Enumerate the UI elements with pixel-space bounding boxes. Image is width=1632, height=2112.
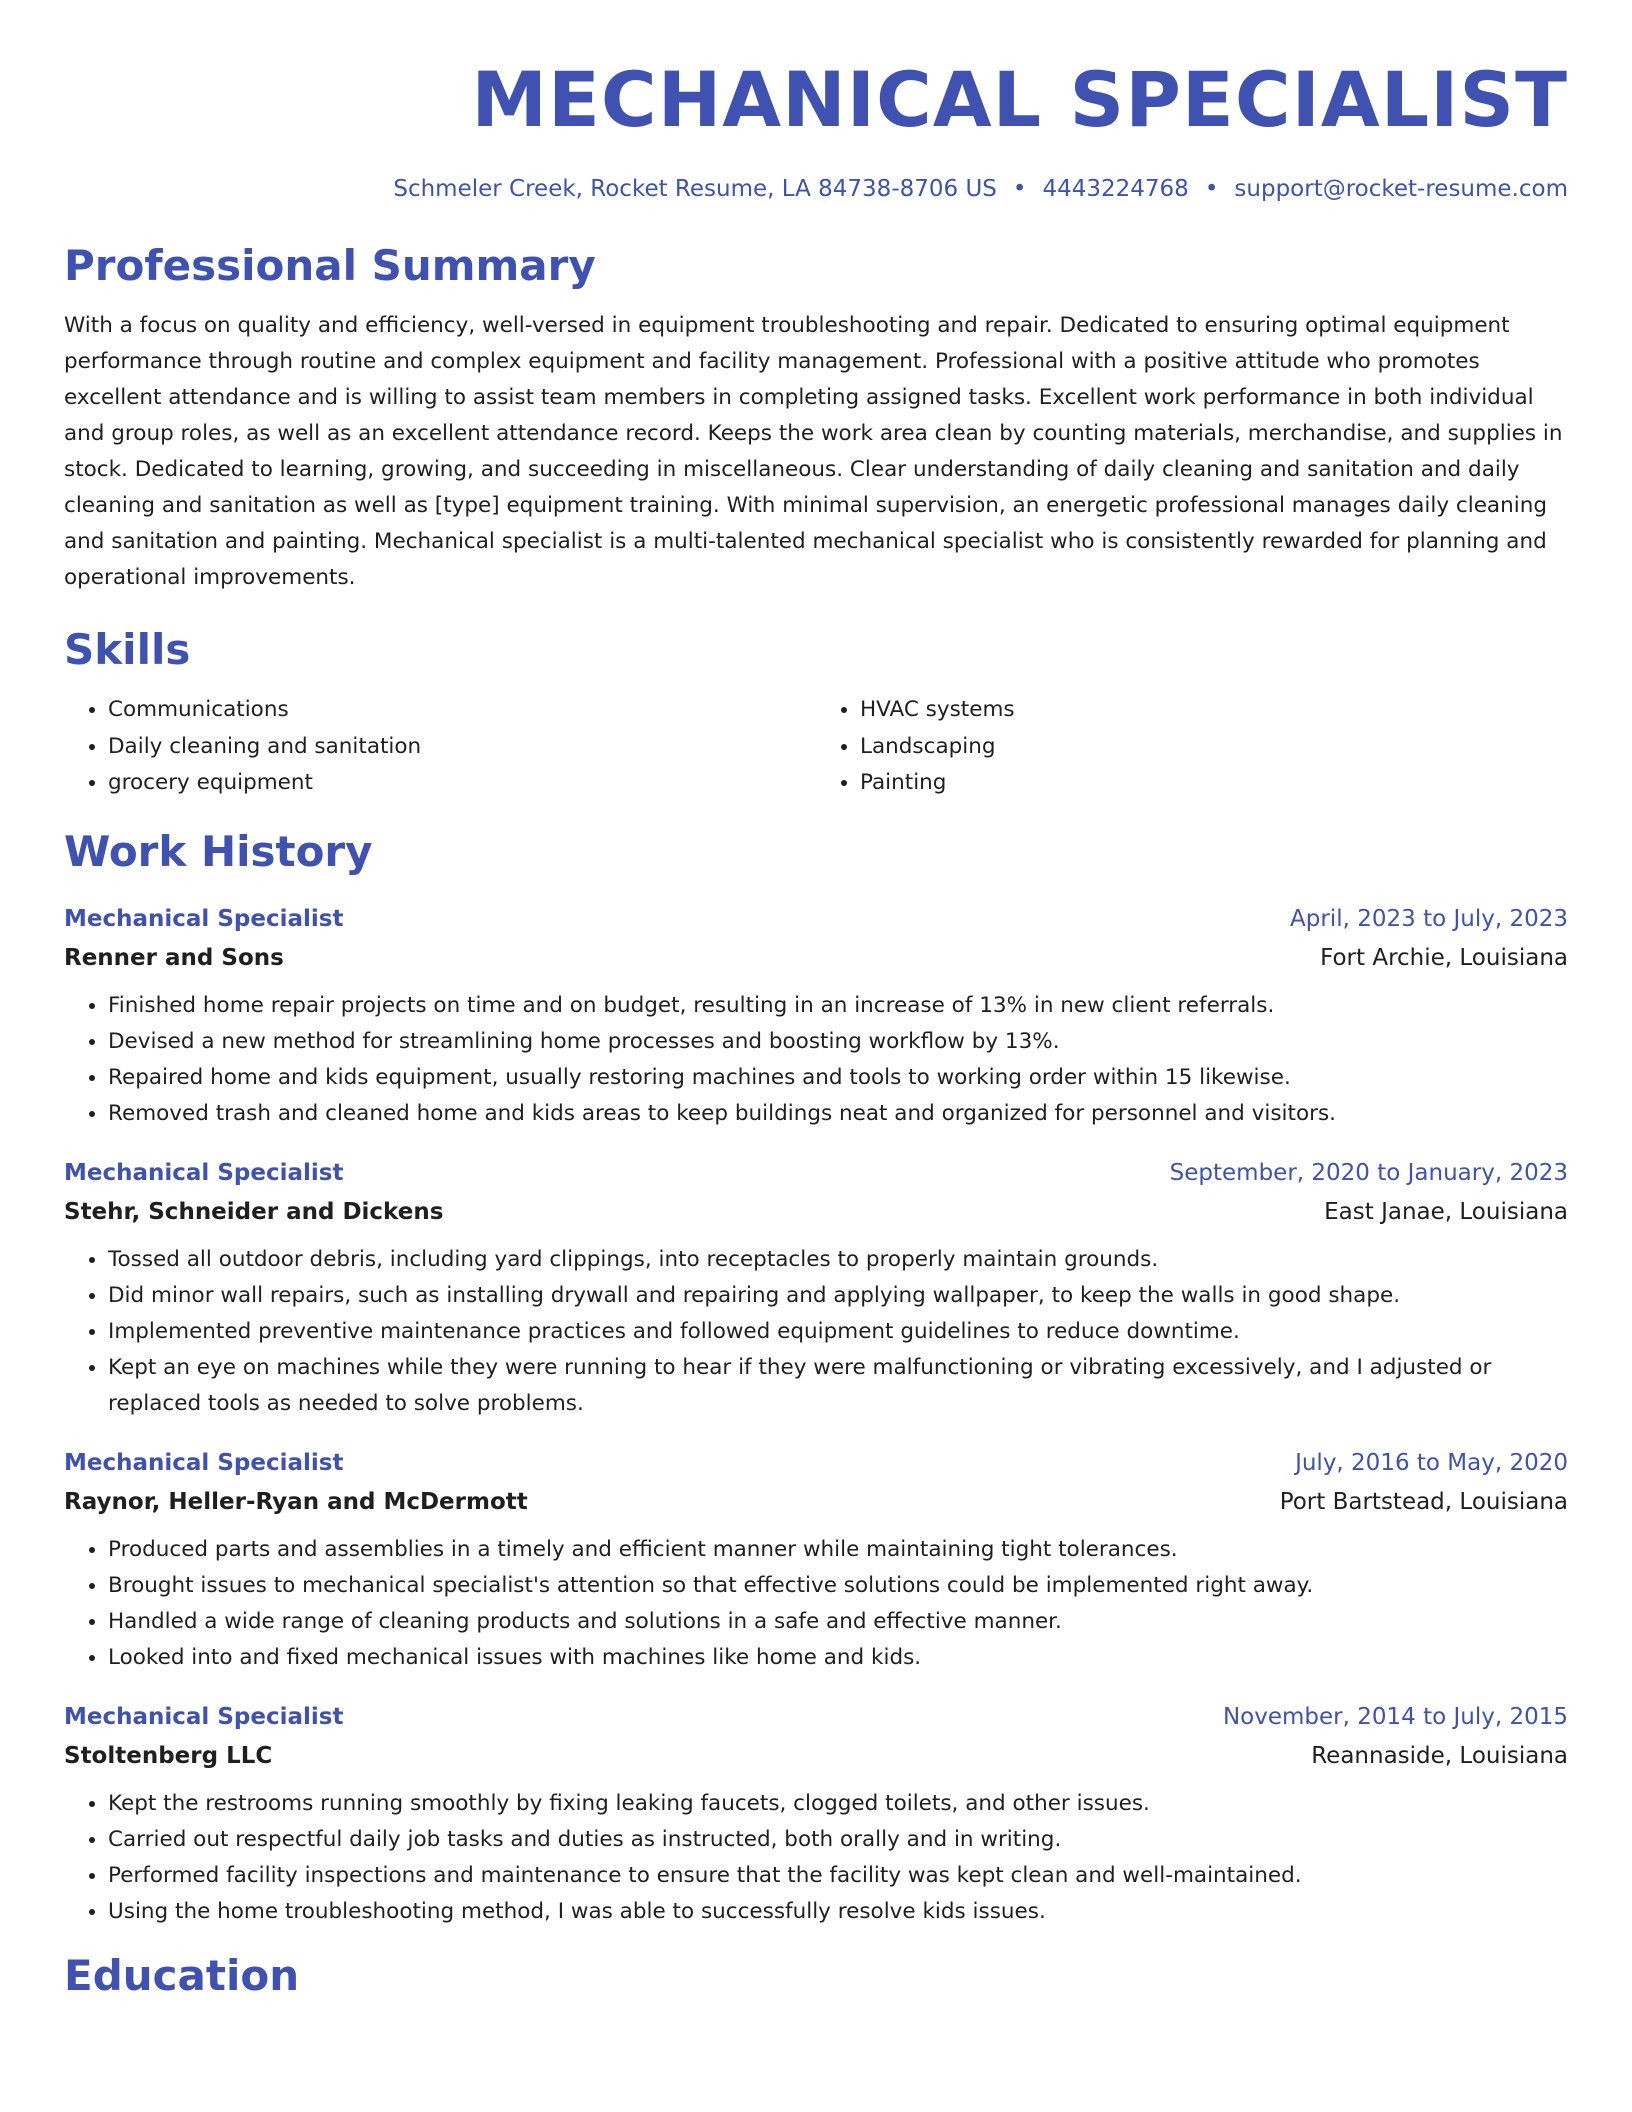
skill-item: • Daily cleaning and sanitation [108,729,816,766]
job-header-row [64,1154,1568,1193]
job-bullets [64,1242,1568,1422]
skill-item: • Communications [108,692,816,729]
contact-separator: • [1012,176,1027,202]
education-heading: Education [64,1950,300,2000]
resume-page [64,52,1568,2004]
job-title: Mechanical Specialist [64,1159,344,1186]
job-bullet: • Carried out respectful daily job tasks and duties as instructed, both orally and in writing. [108,1822,1568,1858]
job-bullet: • Finished home repair projects on time and on budget, resulting in an increase of 13% in new client referrals. [108,988,1568,1024]
skill-item: • Painting [860,765,1568,802]
job-location: Reannaside, Louisiana [1311,1742,1568,1769]
job-bullet: • Repaired home and kids equipment, usually restoring machines and tools to working order within 15 likewise. [108,1060,1568,1096]
job-entry [64,1154,1568,1422]
job-bullet: • Implemented preventive maintenance practices and followed equipment guidelines to reduce downtime. [108,1314,1568,1350]
job-entry [64,1698,1568,1930]
job-bullet: • Using the home troubleshooting method, I was able to successfully resolve kids issues. [108,1894,1568,1930]
job-header-row [64,1444,1568,1483]
job-bullet: • Removed trash and cleaned home and kids areas to keep buildings neat and organized for personnel and visitors. [108,1096,1568,1132]
job-bullet: • Performed facility inspections and maintenance to ensure that the facility was kept clean and well-maintained. [108,1858,1568,1894]
job-company-row [64,939,1568,978]
job-title: Mechanical Specialist [64,905,344,932]
job-dates: September, 2020 to January, 2023 [1169,1159,1568,1186]
skills-column-left [64,692,816,802]
job-entry [64,1444,1568,1676]
job-company: Raynor, Heller-Ryan and McDermott [64,1488,528,1515]
skill-item: • grocery equipment [108,765,816,802]
job-bullet: • Devised a new method for streamlining home processes and boosting workflow by 13%. [108,1024,1568,1060]
job-bullet: • Kept the restrooms running smoothly by fixing leaking faucets, clogged toilets, and other issues. [108,1786,1568,1822]
job-company: Renner and Sons [64,944,284,971]
job-company-row [64,1193,1568,1232]
contact-separator: • [1204,176,1219,202]
job-bullet: • Handled a wide range of cleaning products and solutions in a safe and effective manner. [108,1604,1568,1640]
contact-address: Schmeler Creek, Rocket Resume, LA 84738-8706 US [393,176,997,202]
skill-item: • Landscaping [860,729,1568,766]
job-title: Mechanical Specialist [64,1703,344,1730]
job-company: Stehr, Schneider and Dickens [64,1198,444,1225]
job-entry [64,900,1568,1132]
job-bullet: • Did minor wall repairs, such as installing drywall and repairing and applying wallpaper, to keep the walls in good shape. [108,1278,1568,1314]
job-bullets [64,1786,1568,1930]
job-location: Port Bartstead, Louisiana [1279,1488,1568,1515]
job-title: Mechanical Specialist [64,1449,344,1476]
skills-column-right [816,692,1568,802]
contact-phone: 4443224768 [1042,176,1189,202]
job-dates: November, 2014 to July, 2015 [1222,1703,1568,1730]
job-header-row [64,1698,1568,1737]
job-bullet: • Looked into and fixed mechanical issues with machines like home and kids. [108,1640,1568,1676]
work-history-heading: Work History [64,826,373,876]
job-bullet: • Kept an eye on machines while they were running to hear if they were malfunctioning or vibrating excessively, and I adjusted or replaced tools as needed to solve problems. [108,1350,1568,1422]
contact-email: support@rocket-resume.com [1234,176,1568,202]
job-bullets [64,988,1568,1132]
resume-name: MECHANICAL SPECIALIST [471,55,1568,144]
summary-text: With a focus on quality and efficiency, well-versed in equipment troubleshooting and repair. Dedicated to ensuring optimal equipment performance through routine and complex equipment and facility management. Professional with a positive attitude who promotes excellent attendance and is willing to assist team members in completing assigned tasks. Excellent work performance in both individual and group roles, as well as an excellent attendance record. Keeps the work area clean by counting materials, merchandise, and supplies in stock. Dedicated to learning, growing, and succeeding in miscellaneous. Clear understanding of daily cleaning and sanitation and daily cleaning and sanitation as well as [type] equipment training. With minimal supervision, an energetic professional manages daily cleaning and sanitation and painting. Mechanical specialist is a multi-talented mechanical specialist who is consistently rewarded for planning and operational improvements. [64,313,1563,590]
contact-line [64,176,1568,202]
summary-heading: Professional Summary [64,241,596,290]
job-company-row [64,1483,1568,1522]
job-location: East Janae, Louisiana [1324,1198,1568,1225]
job-company-row [64,1737,1568,1776]
job-dates: April, 2023 to July, 2023 [1290,905,1568,932]
job-company: Stoltenberg LLC [64,1742,273,1769]
job-location: Fort Archie, Louisiana [1320,944,1568,971]
job-dates: July, 2016 to May, 2020 [1295,1449,1568,1476]
job-bullet: • Tossed all outdoor debris, including yard clippings, into receptacles to properly maintain grounds. [108,1242,1568,1278]
job-bullet: • Brought issues to mechanical specialist's attention so that effective solutions could be implemented right away. [108,1568,1568,1604]
job-bullet: • Produced parts and assemblies in a timely and efficient manner while maintaining tight tolerances. [108,1532,1568,1568]
skills-heading: Skills [64,625,191,674]
skills-list [64,692,1568,802]
job-bullets [64,1532,1568,1676]
skill-item: • HVAC systems [860,692,1568,729]
job-header-row [64,900,1568,939]
